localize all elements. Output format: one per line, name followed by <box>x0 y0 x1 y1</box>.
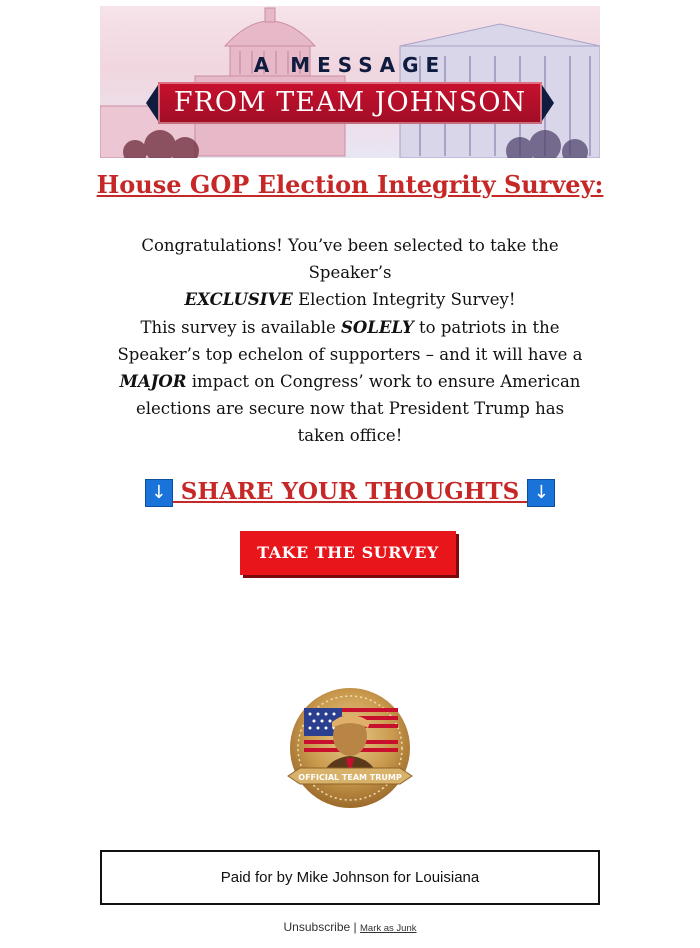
arrow-down-icon: ↓ <box>145 479 173 507</box>
ribbon-end-right <box>542 85 554 121</box>
intro-text-end: Election Integrity Survey! <box>292 290 516 309</box>
body-paragraph <box>115 314 585 449</box>
banner-heading: A MESSAGE <box>253 53 447 77</box>
footer-separator: | <box>350 920 360 934</box>
take-survey-button[interactable]: TAKE THE SURVEY <box>240 531 456 575</box>
footer <box>0 920 700 934</box>
body-text-1: This survey is available <box>140 318 341 337</box>
share-thoughts-underline[interactable] <box>145 478 556 505</box>
arrow-down-icon: ↓ <box>527 479 555 507</box>
intro-paragraph <box>115 232 585 313</box>
exclusive-emphasis: EXCLUSIVE <box>184 290 293 309</box>
official-team-trump-badge[interactable] <box>280 686 420 814</box>
paid-for-disclaimer: Paid for by Mike Johnson for Louisiana <box>100 850 600 905</box>
header-banner <box>100 6 600 158</box>
mark-as-junk-link[interactable]: Mark as Junk <box>360 923 417 934</box>
body-text-2: to patriots in the Speaker’s top echelon of supporters – and it will have a <box>117 318 583 364</box>
banner-ribbon: FROM TEAM JOHNSON <box>158 82 542 124</box>
solely-emphasis: SOLELY <box>340 318 414 337</box>
survey-title-link[interactable]: House GOP Election Integrity Survey: <box>96 170 604 199</box>
share-thoughts-label[interactable]: SHARE YOUR THOUGHTS <box>172 478 528 505</box>
share-thoughts-link[interactable] <box>0 478 700 507</box>
body-text-3: impact on Congress’ work to ensure American elections are secure now that President Trump has taken office! <box>135 372 581 445</box>
badge-text: OFFICIAL TEAM TRUMP <box>298 773 402 782</box>
ribbon-end-left <box>146 85 158 121</box>
major-emphasis: MAJOR <box>119 372 187 391</box>
unsubscribe-link[interactable]: Unsubscribe <box>283 920 351 934</box>
intro-text: Congratulations! You’ve been selected to take the Speaker’s <box>141 236 559 282</box>
